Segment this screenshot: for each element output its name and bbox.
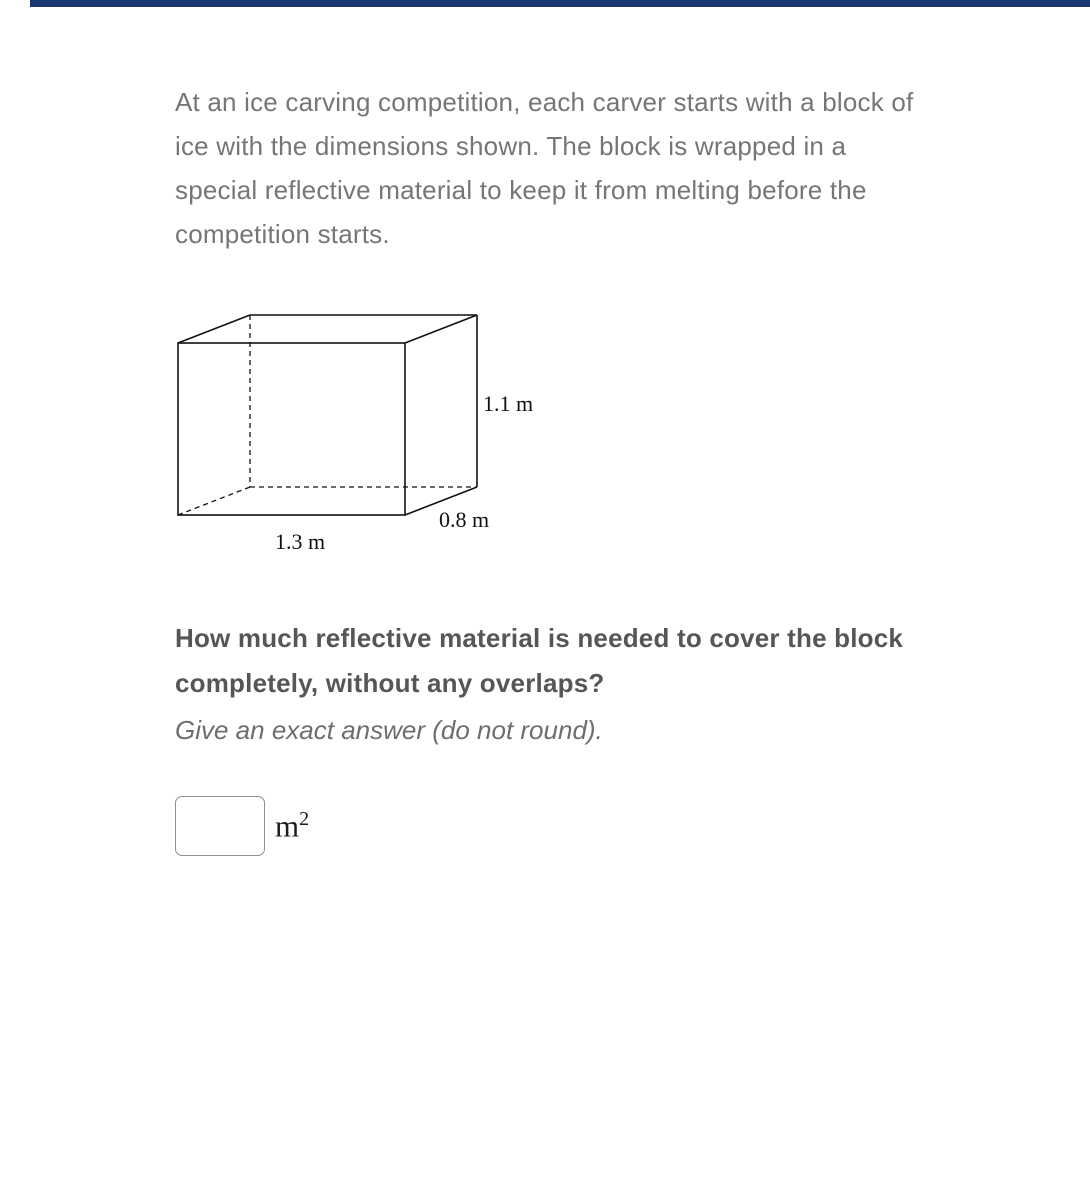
answer-unit-exponent: 2 xyxy=(299,807,310,830)
prism-bottom-left-edge xyxy=(178,487,250,515)
question-text: How much reflective material is needed to cover the block completely, without any overlaps? xyxy=(175,623,904,698)
prism-top-left-edge xyxy=(178,315,250,343)
instruction-text: Give an exact answer (do not round). xyxy=(175,715,603,745)
prism-drawing xyxy=(175,308,595,558)
answer-unit xyxy=(275,808,309,844)
answer-row xyxy=(175,796,920,856)
depth-label: 0.8 m xyxy=(439,507,490,532)
answer-input[interactable] xyxy=(175,796,265,856)
prism-visible-edges xyxy=(178,315,477,515)
width-label: 1.3 m xyxy=(275,529,326,554)
problem-prompt: At an ice carving competition, each carver starts with a block of ice with the dimensions shown. The block is wrapped in a special reflective material to keep it from melting before the competition starts. xyxy=(175,87,914,249)
prism-hidden-edges xyxy=(178,315,477,515)
prism-front-face xyxy=(178,343,405,515)
prism-figure xyxy=(175,308,595,558)
problem-content xyxy=(175,0,920,856)
prism-top-right-edge xyxy=(405,315,477,343)
height-label: 1.1 m xyxy=(483,391,534,416)
answer-unit-base: m xyxy=(275,808,300,844)
